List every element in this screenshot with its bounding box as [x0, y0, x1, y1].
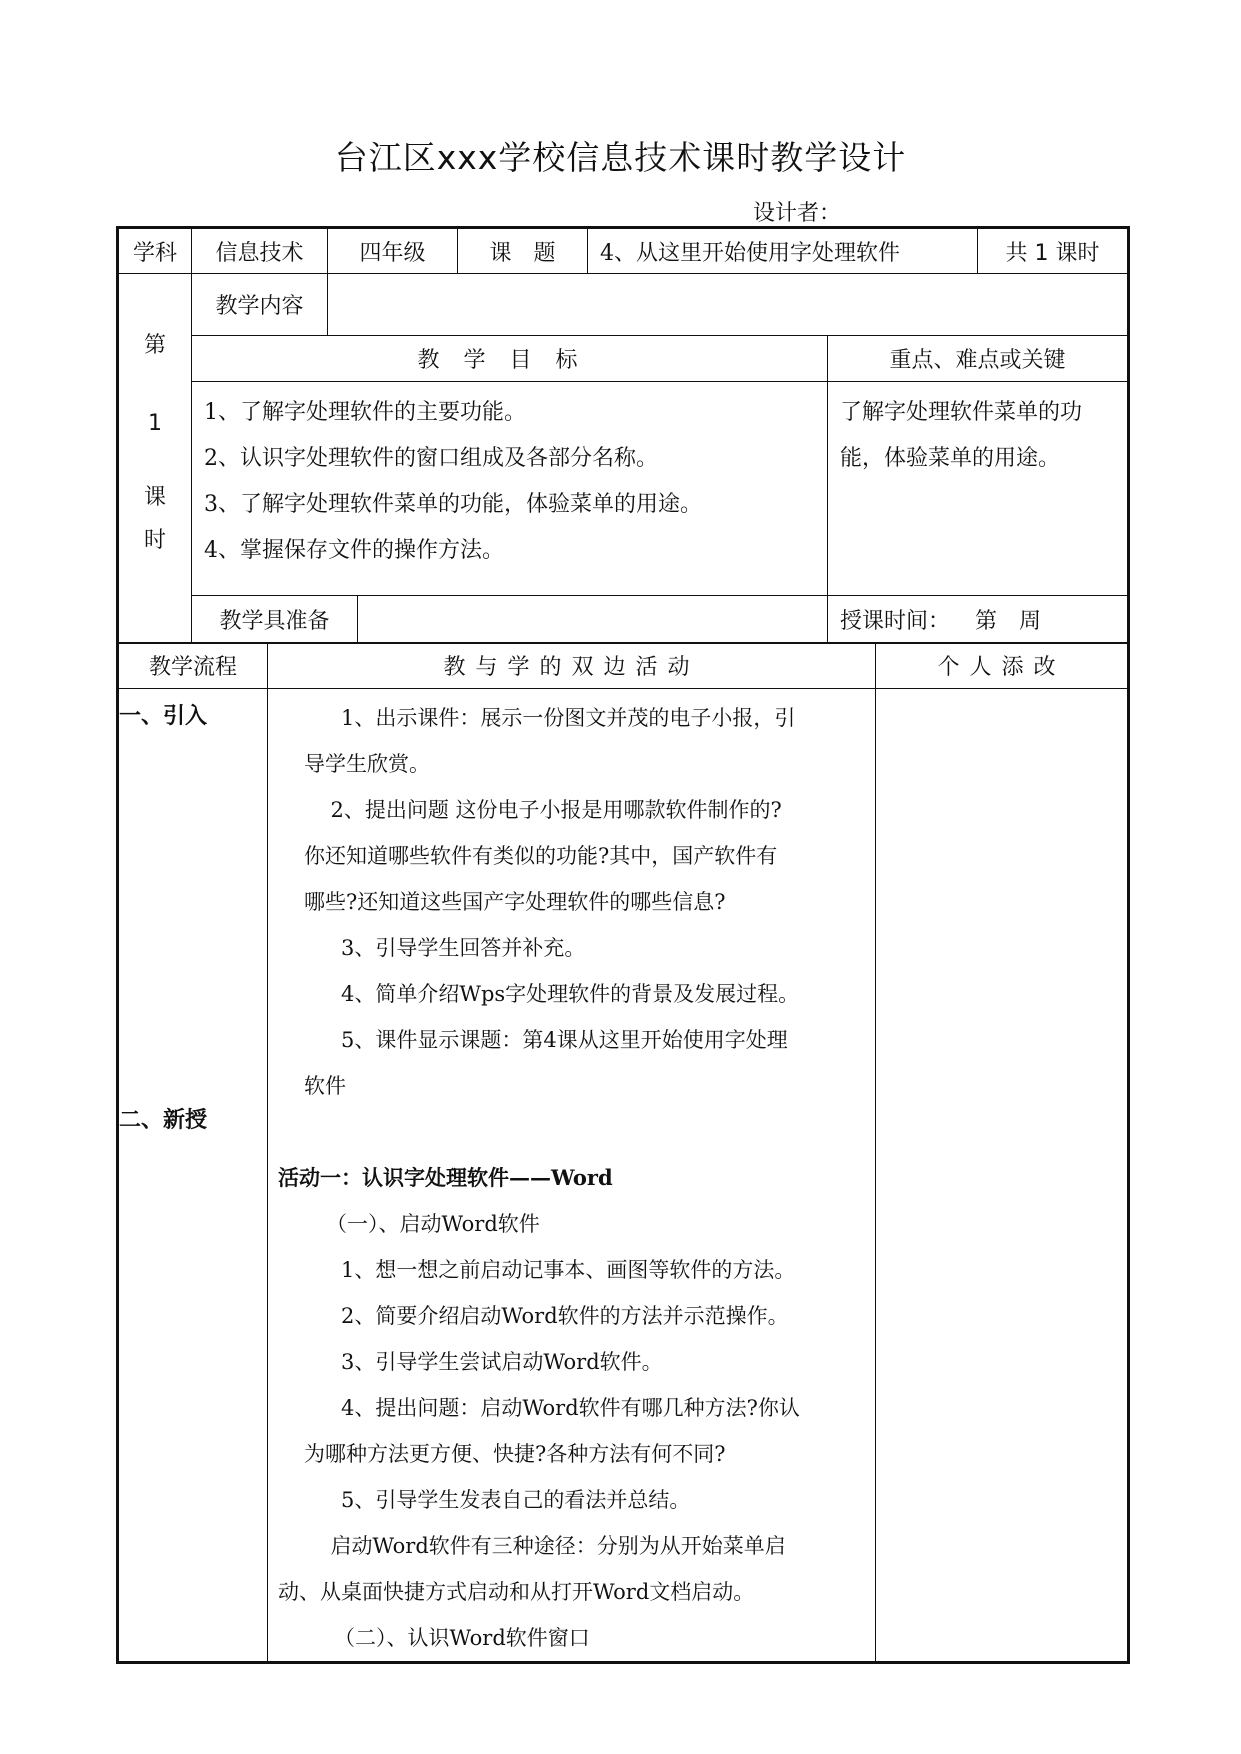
key-points-header: 重点、难点或关键: [828, 336, 1129, 382]
lesson-number-cell: [118, 274, 192, 644]
page-title: 台江区xxx学校信息技术课时教学设计: [334, 138, 907, 177]
intro-line: 5、课件显示课题：第4课从这里开始使用字处理: [341, 1028, 788, 1052]
flow-header: 教学流程: [118, 643, 268, 689]
flow-column: [118, 689, 268, 1663]
lesson-side-2: 1: [148, 411, 162, 436]
activity1-line: 为哪种方法更方便、快捷?各种方法有何不同?: [304, 1442, 726, 1466]
notes-header: 个人添改: [876, 643, 1129, 689]
total-periods: 共 1 课时: [978, 228, 1129, 274]
grade-value: 四年级: [328, 228, 458, 274]
objective-item: 3、了解字处理软件菜单的功能，体验菜单的用途。: [204, 492, 702, 517]
materials-value: [358, 596, 828, 644]
activity1-line: 4、提出问题：启动Word软件有哪几种方法?你认: [341, 1396, 800, 1420]
content-value: [328, 274, 1129, 336]
activities-table: [116, 642, 1130, 1664]
objective-item: 2、认识字处理软件的窗口组成及各部分名称。: [204, 446, 658, 471]
activity1-line: 3、引导学生尝试启动Word软件。: [341, 1350, 663, 1374]
sub-heading-1: （一）、启动Word软件: [326, 1212, 540, 1236]
objectives-header: 教学目标: [192, 336, 828, 382]
lesson-side-4: 时: [143, 528, 166, 553]
intro-line: 4、简单介绍Wps字处理软件的背景及发展过程。: [341, 982, 800, 1006]
class-time-label-text: 授课时间：: [840, 609, 951, 634]
intro-line: 哪些?还知道这些国产字处理软件的哪些信息?: [304, 890, 726, 914]
intro-line: 软件: [304, 1074, 346, 1098]
intro-line: 你还知道哪些软件有类似的功能?其中，国产软件有: [304, 844, 778, 868]
objectives-list: [192, 382, 828, 596]
summary-line: 启动Word软件有三种途径：分别为从开始菜单启: [330, 1534, 786, 1558]
activity1-line: 2、简要介绍启动Word软件的方法并示范操作。: [341, 1304, 789, 1328]
lesson-side-1: 第: [143, 333, 166, 358]
lesson-side-3: 课: [143, 485, 166, 510]
intro-line: 导学生欣赏。: [304, 752, 430, 776]
activity1-line: 5、引导学生发表自己的看法并总结。: [341, 1488, 691, 1512]
designer-label: 设计者：: [753, 201, 842, 226]
intro-line: 2、提出问题 这份电子小报是用哪款软件制作的?: [330, 798, 782, 822]
activity-content: [268, 689, 876, 1663]
class-time-label: [828, 596, 1129, 644]
sub-heading-2: （二）、认识Word软件窗口: [334, 1626, 590, 1650]
activity1-line: 1、想一想之前启动记事本、画图等软件的方法。: [341, 1258, 796, 1282]
objective-item: 4、掌握保存文件的操作方法。: [204, 538, 504, 563]
activity-header: 教与学的双边活动: [268, 643, 876, 689]
activity1-title: 活动一：认识字处理软件——Word: [278, 1165, 613, 1190]
content-label: 教学内容: [192, 274, 328, 336]
section-new: 二、新授: [119, 1108, 208, 1133]
key-points-text: 了解字处理软件菜单的功能，体验菜单的用途。: [828, 382, 1129, 596]
materials-label: 教学具准备: [192, 596, 358, 644]
subject-label: 学科: [118, 228, 192, 274]
lesson-info-table: [116, 226, 1130, 644]
intro-line: 1、出示课件：展示一份图文并茂的电子小报，引: [341, 706, 796, 730]
notes-column: [876, 689, 1129, 1663]
topic-value: 4、从这里开始使用字处理软件: [588, 228, 978, 274]
topic-label: 课 题: [458, 228, 588, 274]
spacer: [278, 1109, 871, 1155]
intro-line: 3、引导学生回答并补充。: [341, 936, 586, 960]
section-intro: 一、引入: [119, 704, 208, 729]
objective-item: 1、了解字处理软件的主要功能。: [204, 400, 526, 425]
summary-line: 动、从桌面快捷方式启动和从打开Word文档启动。: [278, 1580, 755, 1604]
subject-value: 信息技术: [192, 228, 328, 274]
class-time-value: 第 周: [975, 609, 1042, 634]
